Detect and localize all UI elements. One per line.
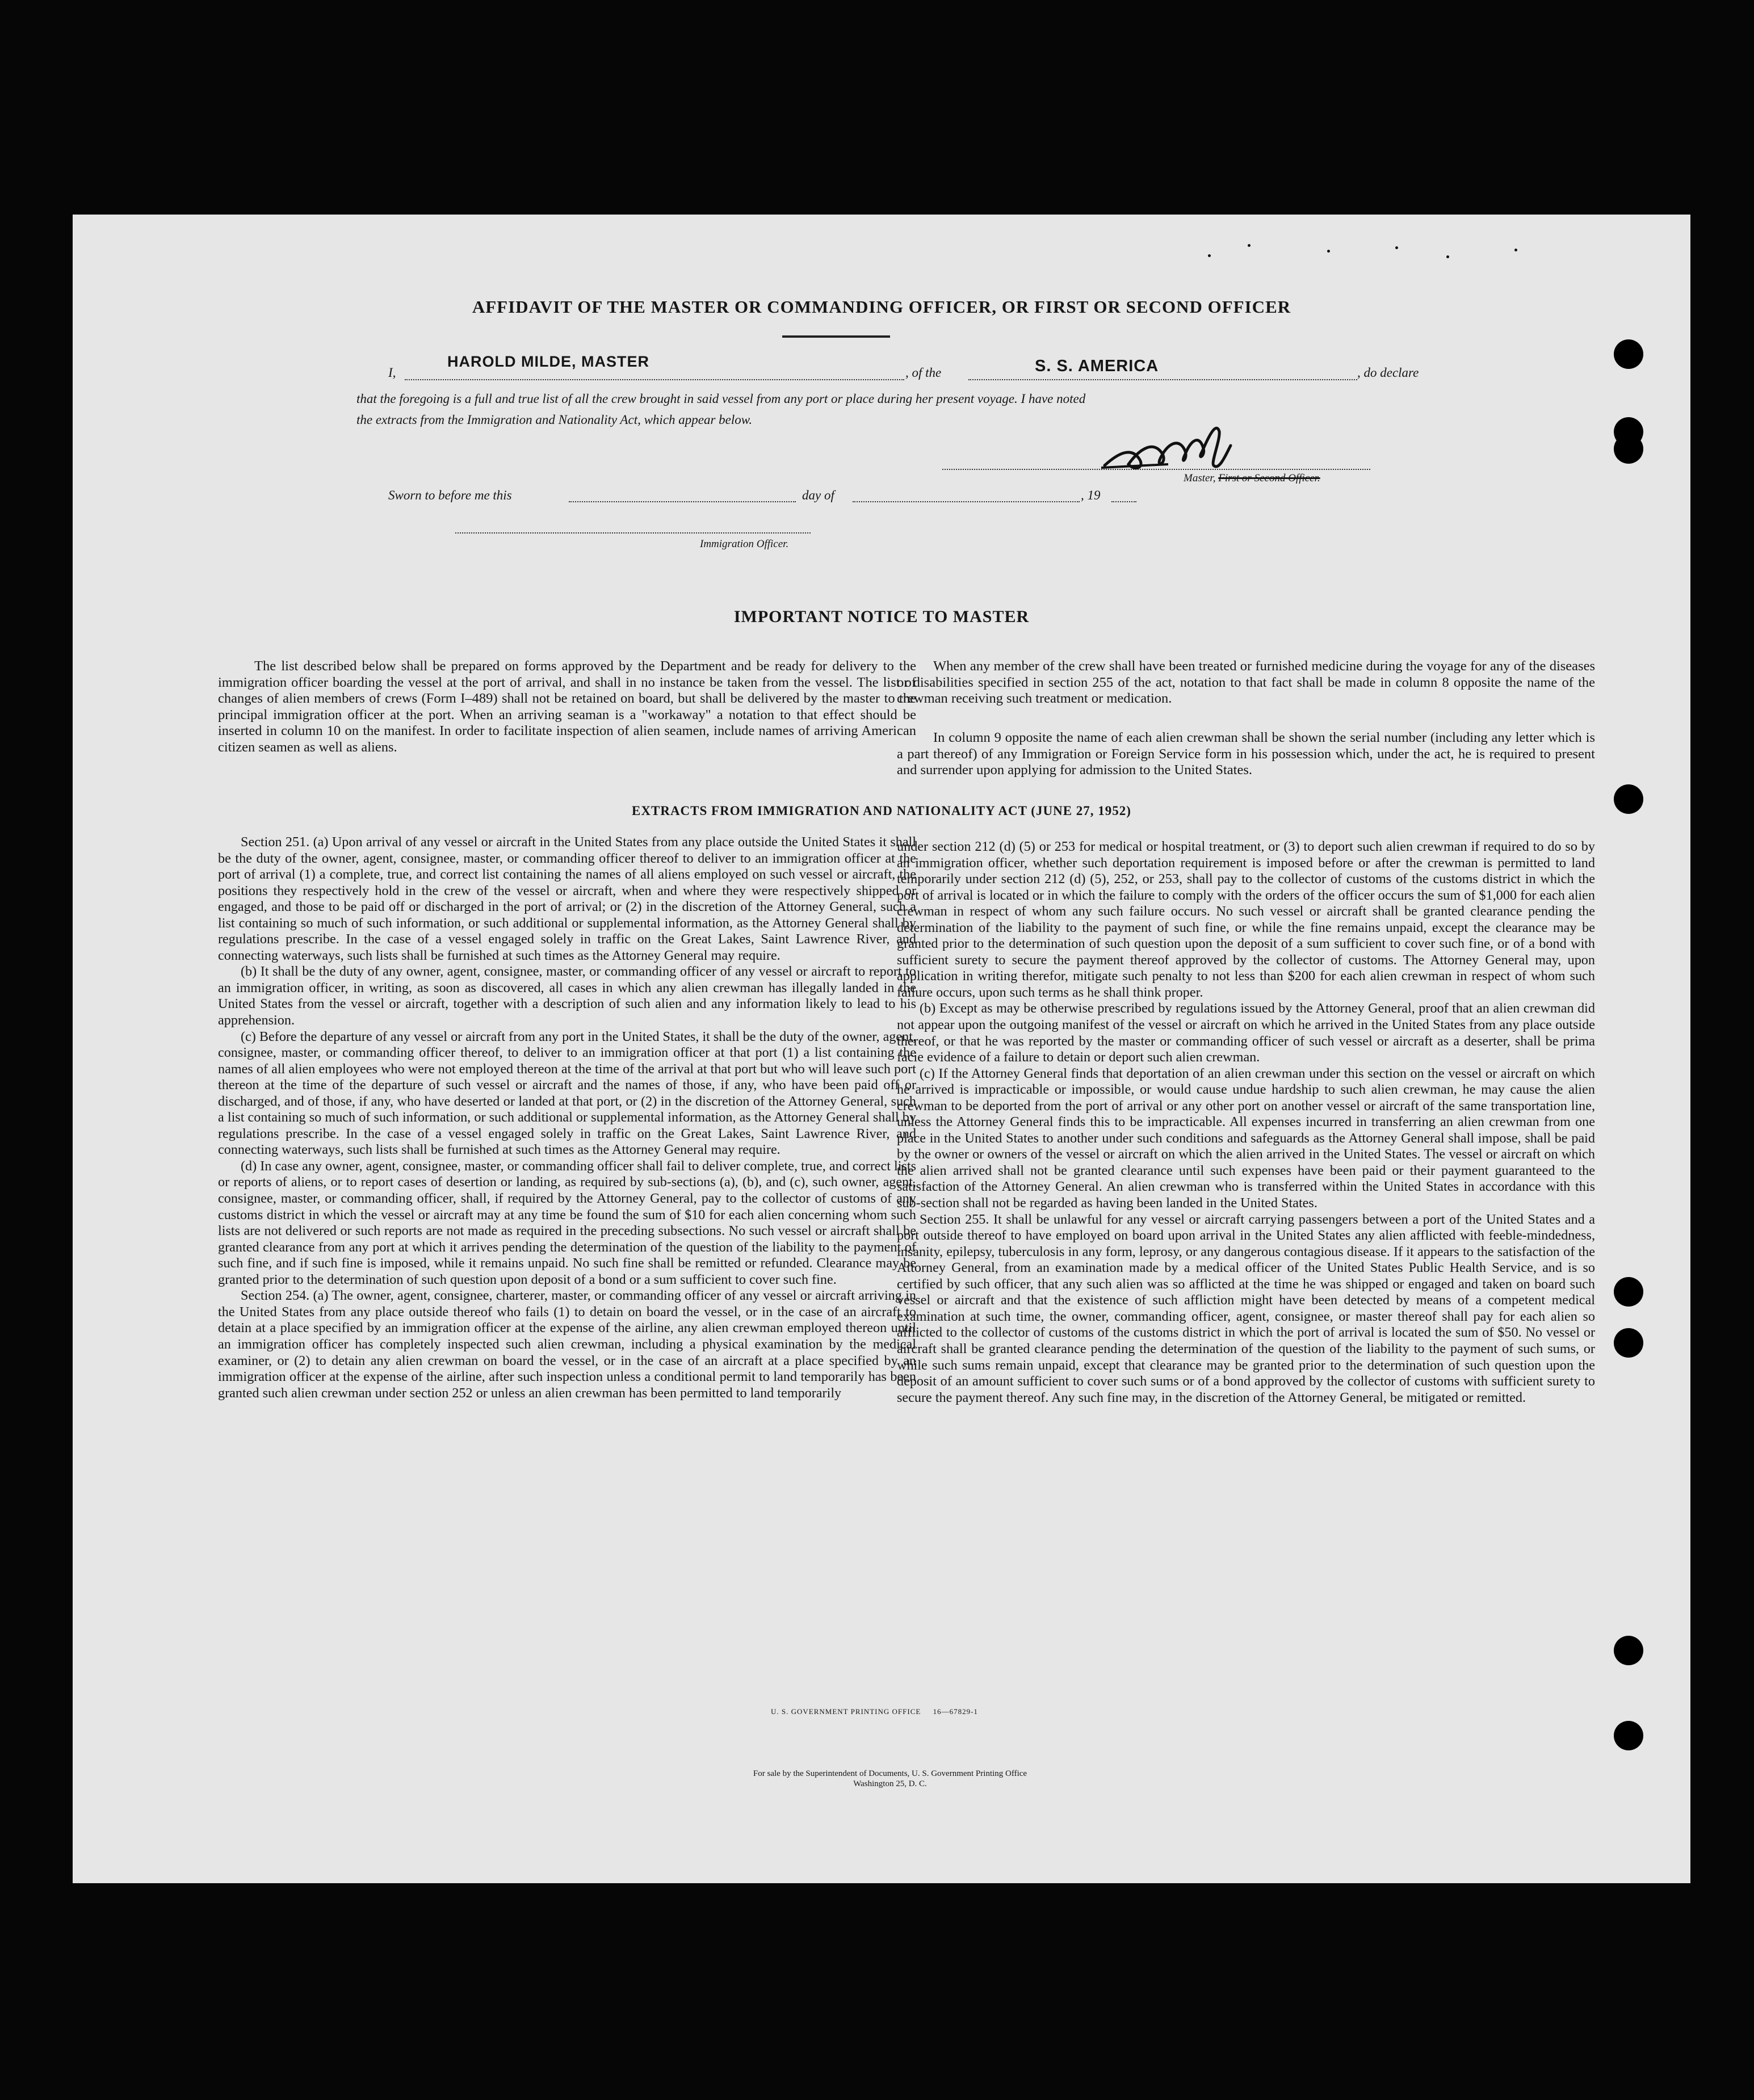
signature-caption (1184, 472, 1320, 485)
binder-hole (1614, 1721, 1643, 1750)
sworn-day-of: day of (802, 488, 834, 502)
document-page (73, 215, 1690, 1883)
typed-master-name: HAROLD MILDE, MASTER (447, 353, 649, 370)
declaration-line-2: that the foregoing is a full and true list of all the crew brought in said vessel from any port or place during her present voyage. I have noted (356, 392, 1086, 406)
declaration-line-3: the extracts from the Immigration and Nationality Act, which appear below. (356, 413, 753, 427)
section-255: Section 255. It shall be unlawful for any vessel or aircraft carrying passengers between a port of the United States and a port outside thereof to have employed on board upon arrival in the United States any alien afflicted with feeble-mindedness, insanity, epilepsy, tuberculosis in any form, leprosy, or any dangerous contagious disease. If it appears to the satisfaction of the Attorney General, from an examination made by a medical officer of the United States Public Health Service, and is so certified by such officer, that any such alien was so afflicted at the time he was shipped or engaged and taken on board such vessel or aircraft and that the existence of such affliction might have been detected by means of a competent medical examination at such time, the owner, commanding officer, agent, consignee, or master thereof shall pay for each alien so afflicted to the collector of customs of the customs district in which the port of arrival is located the sum of $50. No vessel or aircraft shall be granted clearance pending the determination of the question of the liability to the payment of such sums, or while such sums remain unpaid, except that clearance may be granted prior to the determination of such question upon the deposit of an amount sufficient to cover such sums or of a bond approved by the collector of customs with sufficient surety to secure the payment thereof. Any such fine may, in the discretion of the Attorney General, be mitigated or remitted. (897, 1211, 1595, 1405)
sale-footer (584, 1769, 1197, 1789)
section-251-a: Section 251. (a) Upon arrival of any vessel or aircraft in the United States from any place outside the United States it shall be the duty of the owner, agent, consignee, master, or commanding officer thereof to deliver to an immigration officer at the port of arrival (1) a complete, true, and correct list containing the names of all aliens employed on such vessel or aircraft, the positions they respectively hold in the crew of the vessel or aircraft, when and where they were respectively shipped or engaged, and those to be paid off or discharged in the port of arrival; or (2) in the discretion of the Attorney General, such a list containing so much of such information, or such additional or supplemental information, as the Attorney General shall by regulations prescribe. In the case of a vessel engaged solely in traffic on the Great Lakes, Saint Lawrence River, and connecting waterways, such lists shall be furnished at such times as the Attorney General may require. (218, 834, 916, 963)
speck (1208, 254, 1211, 257)
speck (1395, 246, 1398, 249)
extracts-title: EXTRACTS FROM IMMIGRATION AND NATIONALITY ACT (JUNE 27, 1952) (632, 804, 1131, 818)
sworn-year-prefix: , 19 (1081, 488, 1101, 502)
declaration-i-label: I, (388, 366, 396, 380)
vessel-blank-line (968, 379, 1357, 380)
binder-hole (1614, 339, 1643, 369)
section-254-a: Section 254. (a) The owner, agent, consignee, charterer, master, or commanding officer of any vessel or aircraft arriving in the United States from any place outside thereof who fails (1) to detain on board the vessel, or in the case of an aircraft to detain at a place specified by an immigration officer at the expense of the airline, any alien crewman employed thereon until an immigration officer has completely inspected such alien crewman, including a physical examination by the medical examiner, or (2) to detain any alien crewman on board the vessel, or in the case of an aircraft at a place specified by an immigration officer at the expense of the airline, after such inspection unless a conditional permit to land temporarily has been granted such alien crewman under section 252 or unless an alien crewman has been permitted to land temporarily (218, 1288, 916, 1401)
footer-line-1: For sale by the Superintendent of Documents, U. S. Government Printing Office (753, 1769, 1027, 1778)
printing-office-imprint: U. S. GOVERNMENT PRINTING OFFICE 16—67829-1 (771, 1707, 978, 1716)
section-254-a-continued: under section 212 (d) (5) or 253 for medical or hospital treatment, or (3) to deport such alien crewman if required to do so by an immigration officer, whether such deportation requirement is imposed before or after the crewman is permitted to land temporarily under section 212 (d) (5), 252, or 253, shall pay to the collector of customs of the customs district in which the port of arrival is located or in which the failure to comply with the orders of the officer occurs the sum of $1,000 for each alien crewman in respect of whom any such failure occurs. No such vessel or aircraft shall be granted clearance pending the determination of the liability to the payment of such fine, or while the fine remains unpaid, except the clearance may be granted prior to the determination of such question upon the deposit of a sum sufficient to cover such fine, or of a bond with sufficient surety to secure the payment thereof approved by the collector of customs. The Attorney General may, upon application in writing therefor, mitigate such penalty to not less than $200 for each alien crewman in respect of whom such failure occurs, upon such terms as he shall think proper. (897, 839, 1595, 1000)
sworn-year-blank (1111, 501, 1136, 502)
section-251-c: (c) Before the departure of any vessel or aircraft from any port in the United States, it shall be the duty of the owner, agent, consignee, master, or commanding officer thereof, to deliver to an immigration officer at that port (1) a list containing the names of all alien employees who were not employed thereon at the time of the arrival at that port but who will leave such port thereon at the time of the departure of such vessel or aircraft and the names of those, if any, who have been paid off or discharged, and of those, if any, who have deserted or landed at that port, or (2) in the discretion of the Attorney General, such a list containing so much of such information, or such additional or supplemental information, as the Attorney General shall by regulations prescribe. In the case of a vessel engaged solely in traffic on the Great Lakes, Saint Lawrence River, and connecting waterways, such lists shall be furnished at such times as the Attorney General may require. (218, 1028, 916, 1158)
sworn-day-blank (569, 501, 796, 502)
extracts-left-column (218, 834, 916, 1401)
section-254-c: (c) If the Attorney General finds that deportation of an alien crewman under this section on the vessel or aircraft on which he arrived is impracticable or impossible, or would cause undue hardship to such alien crewman, he may cause the alien crewman to be deported from the port of arrival or any other port on another vessel or aircraft of the same transportation line, unless the Attorney General finds this to be impracticable. All expenses incurred in transferring an alien crewman from one place in the United States to another under such conditions and safeguards as the Attorney General shall impose, shall be paid by the owner or owners of the vessel or aircraft on which the alien arrived in the United States. The vessel or aircraft on which the alien arrived shall not be granted clearance until such expenses have been paid or their payment guaranteed to the satisfaction of the Attorney General. An alien crewman who is transferred within the United States in accordance with this sub-section shall not be regarded as having been landed in the United States. (897, 1065, 1595, 1211)
speck (1446, 255, 1449, 258)
officer-caption: Immigration Officer. (700, 538, 789, 550)
binder-hole (1614, 434, 1643, 464)
title-underline (782, 335, 890, 338)
notice-right-paragraph-1: When any member of the crew shall have been treated or furnished medicine during the voyage for any of the diseases or disabilities specified in section 255 of the act, notation to that fact shall be made in column 8 opposite the name of the crewman receiving such treatment or medication. (897, 658, 1595, 707)
sworn-label: Sworn to before me this (388, 488, 512, 502)
binder-hole (1614, 1636, 1643, 1665)
extracts-right-column (897, 839, 1595, 1406)
caption-master: Master, (1184, 472, 1219, 484)
binder-hole (1614, 1328, 1643, 1358)
caption-struck-officer: First or Second Officer. (1218, 472, 1320, 484)
typed-vessel-name: S. S. AMERICA (1035, 357, 1159, 375)
footer-line-2: Washington 25, D. C. (853, 1779, 927, 1788)
declaration-of-the: , of the (905, 366, 942, 380)
affidavit-title: AFFIDAVIT OF THE MASTER OR COMMANDING OFFICER, OR FIRST OR SECOND OFFICER (472, 297, 1291, 317)
binder-hole (1614, 784, 1643, 814)
officer-signature-line (455, 532, 811, 534)
speck (1514, 249, 1517, 251)
speck (1248, 244, 1251, 247)
section-251-d: (d) In case any owner, agent, consignee, master, or commanding officer shall fail to deliver complete, true, and correct lists or reports of aliens, or to report cases of desertion or landing, as required by sub-sections (a), (b), and (c), such owner, agent, consignee, master, or commanding officer, shall, if required by the Attorney General, pay to the collector of customs of any customs district in which the vessel or aircraft may at any time be found the sum of $10 for each alien concerning whom such lists are not delivered or such reports are not made as required in the preceding subsections. No such vessel or aircraft shall be granted clearance from any port at which it arrives pending the determination of the question of the liability to the payment of such fine, and if such fine is imposed, while it remains unpaid. No such fine shall be remitted or refunded. Clearance may be granted prior to the determination of such question upon deposit of a bond or a sum sufficient to cover such fine. (218, 1158, 916, 1287)
name-blank-line (405, 379, 904, 380)
master-signature (1100, 420, 1282, 477)
notice-left-paragraph: The list described below shall be prepared on forms approved by the Department and be ready for delivery to the immigration officer boarding the vessel at the port of arrival, and shall in no instance be taken from the vessel. The list of changes of alien members of crews (Form I–489) shall not be retained on board, but shall be delivered by the master to the principal immigration officer at the port. When an arriving seaman is a "workaway" a notation to that effect should be inserted in column 10 on the manifest. In order to facilitate inspection of alien seamen, include names of arriving American citizen seamen as well as aliens. (218, 658, 916, 755)
section-251-b: (b) It shall be the duty of any owner, agent, consignee, master, or commanding officer of any vessel or aircraft to report to an immigration officer, in writing, as soon as discovered, all cases in which any alien crewman has illegally landed in the United States from the vessel or aircraft, together with a description of such alien and any information likely to lead to his apprehension. (218, 964, 916, 1028)
section-254-b: (b) Except as may be otherwise prescribed by regulations issued by the Attorney General, proof that an alien crewman did not appear upon the outgoing manifest of the vessel or aircraft on which he arrived in the United States from any place outside thereof, or that he was reported by the master or commanding officer of such vessel or aircraft as a deserter, shall be prima facie evidence of a failure to detain or deport such alien crewman. (897, 1001, 1595, 1065)
notice-right-paragraph-2: In column 9 opposite the name of each alien crewman shall be shown the serial number (including any letter which is a part thereof) of any Immigration or Foreign Service form in his possession which, under the act, he is required to present and surrender upon applying for admission to the United States. (897, 730, 1595, 778)
declaration-do-declare: , do declare (1357, 366, 1419, 380)
speck (1327, 250, 1330, 253)
sworn-month-blank (853, 501, 1080, 502)
notice-title: IMPORTANT NOTICE TO MASTER (733, 607, 1030, 626)
binder-hole (1614, 1277, 1643, 1307)
